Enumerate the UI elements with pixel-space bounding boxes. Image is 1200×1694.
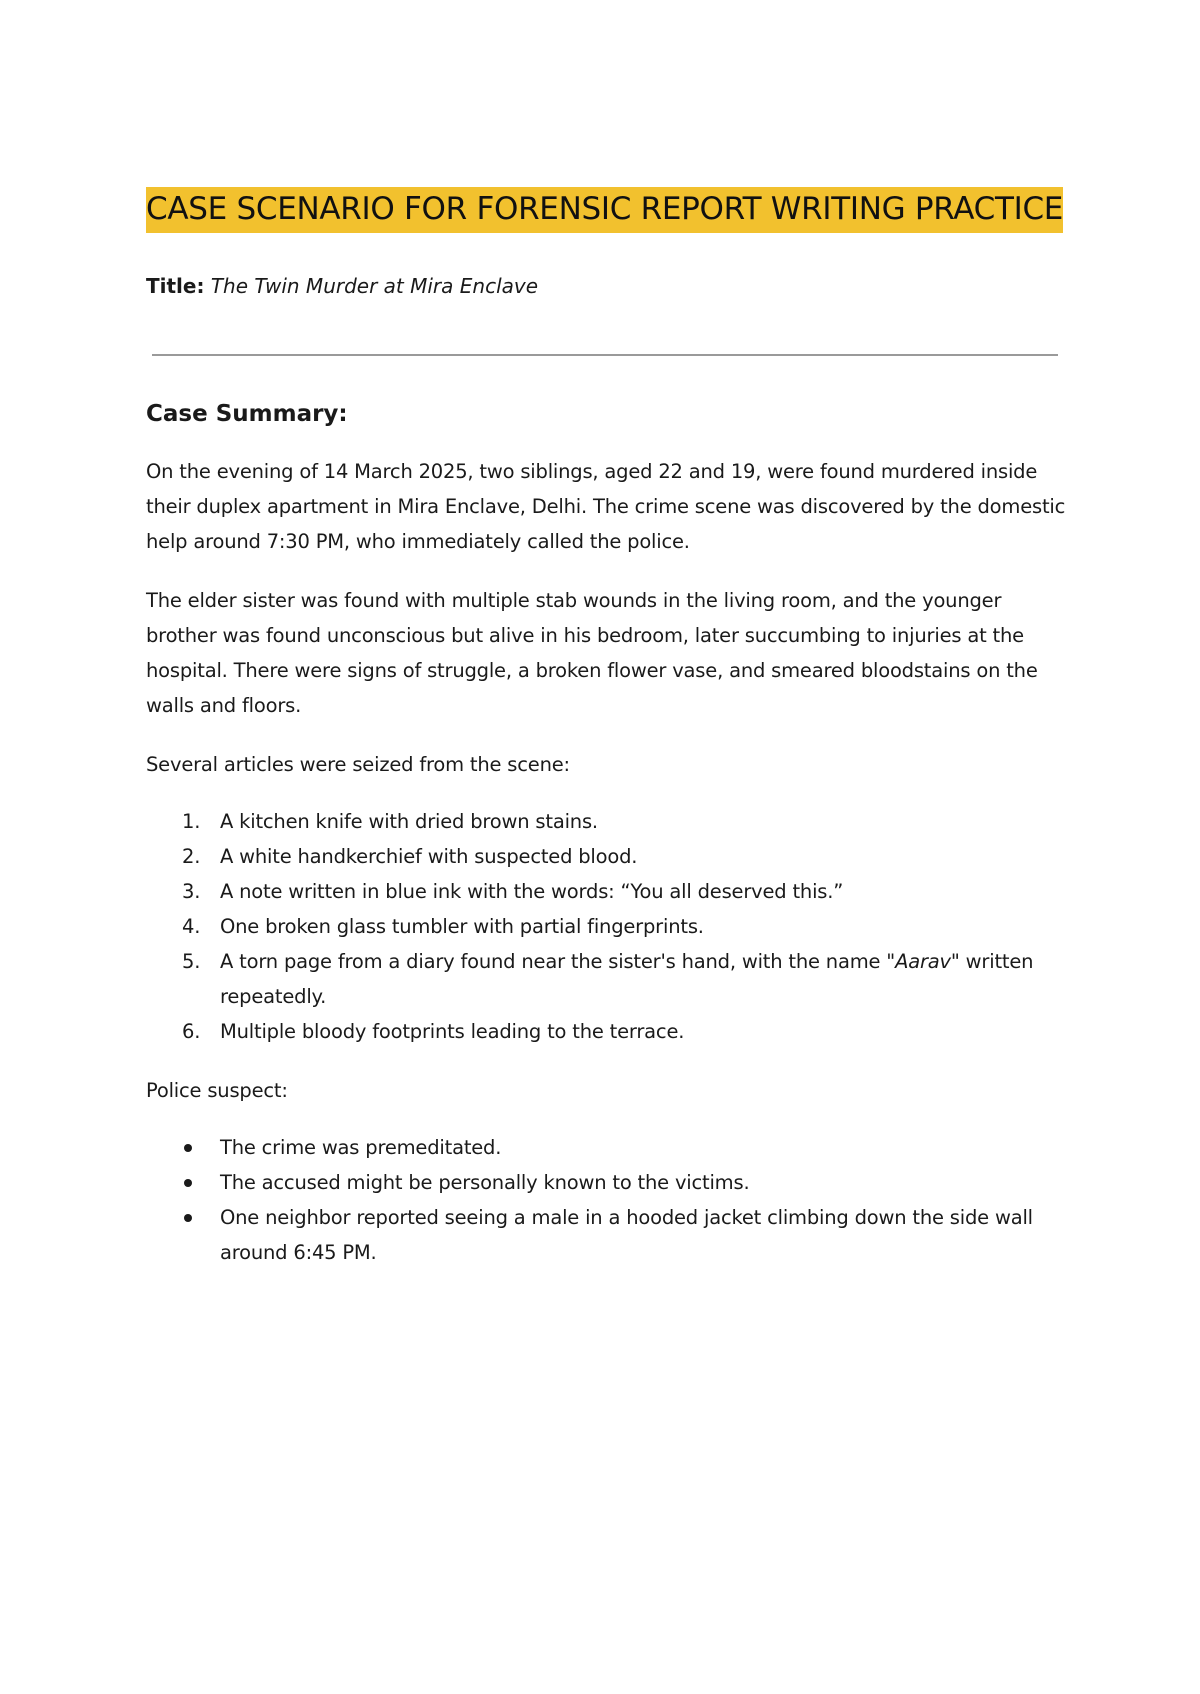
list-item-text: One neighbor reported seeing a male in a hooded jacket climbing down the side wall around 6:45 PM. [220,1206,1033,1264]
list-item-text: A white handkerchief with suspected blood. [220,845,638,868]
list-item-text: Multiple bloody footprints leading to the terrace. [220,1020,685,1043]
list-item [146,804,1066,839]
seized-articles-intro: Several articles were seized from the scene: [146,753,570,776]
list-item [146,944,1066,1014]
list-item [146,1200,1066,1270]
list-item-text: A note written in blue ink with the words: “You all deserved this.” [220,880,844,903]
case-title-line [146,272,1066,300]
list-item [146,874,1066,909]
list-item-number: 2. [182,845,201,868]
summary-paragraph-2: The elder sister was found with multiple stab wounds in the living room, and the younger brother was found unconscious but alive in his bedroom, later succumbing to injuries at the hospital. There were signs of struggle, a broken flower vase, and smeared bloodstains on the walls and floors. [146,589,1038,717]
bullet-icon [184,1179,192,1187]
suspicions-list [146,1130,1066,1270]
bullet-icon [184,1144,192,1152]
list-item-number: 1. [182,810,201,833]
list-item-text-before: A torn page from a diary found near the sister's hand, with the name " [220,950,896,973]
list-item-text: The crime was premeditated. [220,1136,502,1159]
list-item-text-after: " written repeatedly. [220,950,1034,1008]
list-item [146,909,1066,944]
case-summary-heading: Case Summary: [146,401,348,427]
list-item-number: 5. [182,950,201,973]
document-title-highlight: CASE SCENARIO FOR FORENSIC REPORT WRITING PRACTICE [146,187,1063,233]
case-title-value: The Twin Murder at Mira Enclave [210,274,539,298]
police-suspect-label: Police suspect: [146,1079,288,1102]
list-item-text: The accused might be personally known to the victims. [220,1171,750,1194]
list-item [146,1165,1066,1200]
list-item [146,1130,1066,1165]
document-title [146,182,1066,236]
list-item-text: A kitchen knife with dried brown stains. [220,810,598,833]
list-item [146,1014,1066,1049]
seized-items-list [146,804,1066,1049]
list-item-italic-name: Aarav [895,950,951,973]
list-item-number: 6. [182,1020,201,1043]
document-page [146,182,1066,1270]
section-divider [152,354,1058,356]
list-item-text: One broken glass tumbler with partial fingerprints. [220,915,704,938]
summary-paragraph-1: On the evening of 14 March 2025, two siblings, aged 22 and 19, were found murdered inside their duplex apartment in Mira Enclave, Delhi. The crime scene was discovered by the domestic help around 7:30 PM, who immediately called the police. [146,460,1066,553]
bullet-icon [184,1214,192,1222]
list-item-number: 3. [182,880,201,903]
list-item-number: 4. [182,915,201,938]
case-title-label: Title: [146,274,205,298]
list-item [146,839,1066,874]
